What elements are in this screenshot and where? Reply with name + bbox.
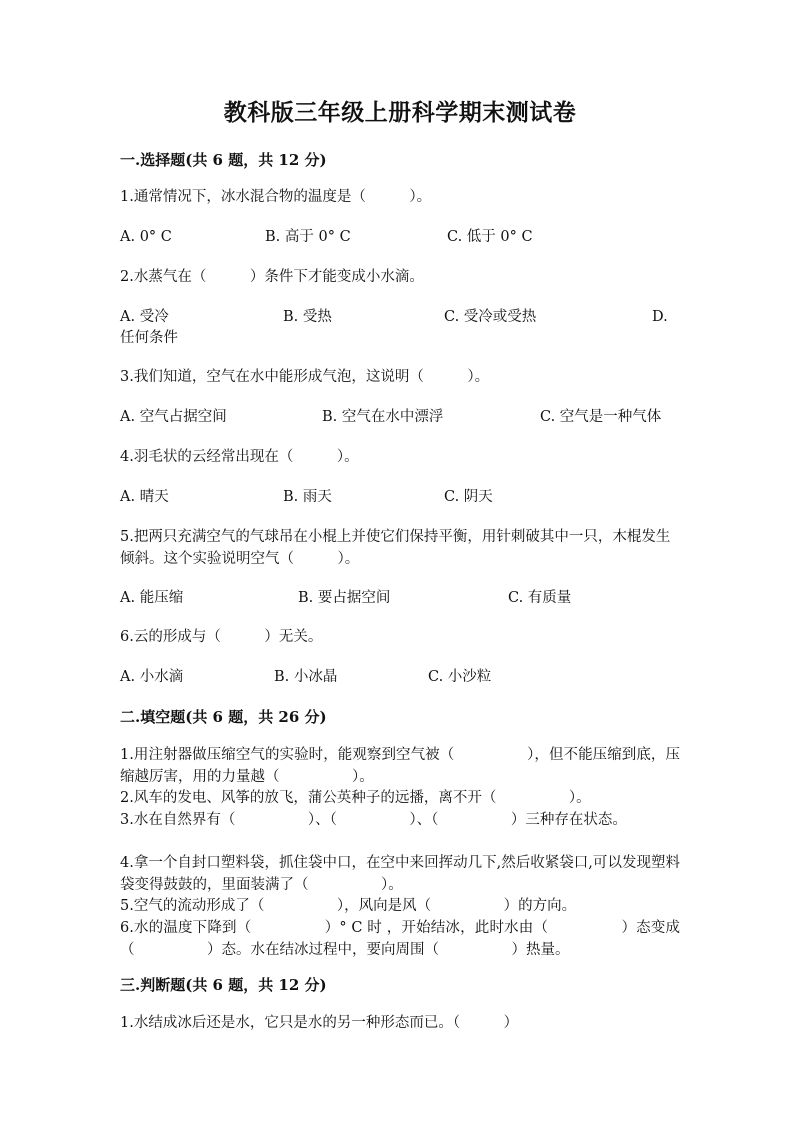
choice-2-option-d: D. [652,309,668,325]
choice-question-2: 2.水蒸气在（ ）条件下才能变成小水滴。 [120,269,424,285]
choice-5-option-b: B. 要占据空间 [298,590,391,606]
choice-3-option-a: A. 空气占据空间 [120,409,227,425]
choice-1-option-a: A. 0° C [120,229,172,245]
choice-2-option-c: C. 受冷或受热 [444,309,537,325]
choice-5-option-c: C. 有质量 [508,590,572,606]
choice-1-option-b: B. 高于 0° C [265,229,351,245]
choice-question-3: 3.我们知道，空气在水中能形成气泡，这说明（ ）。 [120,369,490,385]
page-title: 教科版三年级上册科学期末测试卷 [223,99,577,126]
fill-question-2: 2.风车的发电、风筝的放飞，蒲公英种子的远播，离不开（ ）。 [120,790,591,806]
choice-2-option-d-text: 任何条件 [120,330,178,346]
choice-3-option-c: C. 空气是一种气体 [540,409,662,425]
choice-2-option-a: A. 受冷 [120,309,169,325]
section-heading-choice: 一.选择题(共 6 题，共 12 分) [120,151,327,169]
section-heading-fill: 二.填空题(共 6 题，共 26 分) [120,708,327,726]
choice-6-option-c: C. 小沙粒 [428,669,492,685]
choice-2-option-b: B. 受热 [283,309,332,325]
judge-question-1: 1.水结成冰后还是水，它只是水的另一种形态而已。（ ） [120,1015,519,1031]
choice-question-5: 5.把两只充满空气的气球吊在小棍上并使它们保持平衡，用针刺破其中一只，木棍发生倾斜。这个实验说明空气（ ）。 [120,529,671,567]
choice-4-option-a: A. 晴天 [120,489,169,505]
choice-question-6: 6.云的形成与（ ）无关。 [120,629,323,645]
choice-4-option-c: C. 阴天 [444,489,493,505]
choice-6-option-b: B. 小冰晶 [274,669,338,685]
choice-5-option-a: A. 能压缩 [120,590,184,606]
fill-question-6: 6.水的温度下降到（ ）° C 时 ，开始结冰，此时水由（ ）态变成（ ）态。水在结冰过程中，要向周围（ ）热量。 [120,920,680,958]
fill-question-5: 5.空气的流动形成了（ ），风向是风（ ）的方向。 [120,898,577,914]
fill-question-3: 3.水在自然界有（ ）、（ ）、（ ）三种存在状态。 [120,812,627,828]
choice-1-option-c: C. 低于 0° C [447,229,533,245]
fill-question-1: 1.用注射器做压缩空气的实验时，能观察到空气被（ ），但不能压缩到底，压缩越厉害，用的力量越（ ）。 [120,747,680,785]
section-heading-judge: 三.判断题(共 6 题，共 12 分) [120,976,327,994]
choice-question-4: 4.羽毛状的云经常出现在（ ）。 [120,449,359,465]
fill-question-4: 4.拿一个自封口塑料袋，抓住袋中口，在空中来回挥动几下,然后收紧袋口,可以发现塑料袋变得鼓鼓的，里面装满了（ ）。 [120,855,680,893]
choice-3-option-b: B. 空气在水中漂浮 [322,409,444,425]
choice-6-option-a: A. 小水滴 [120,669,184,685]
choice-4-option-b: B. 雨天 [283,489,332,505]
choice-question-1: 1.通常情况下，冰水混合物的温度是（ ）。 [120,189,432,205]
